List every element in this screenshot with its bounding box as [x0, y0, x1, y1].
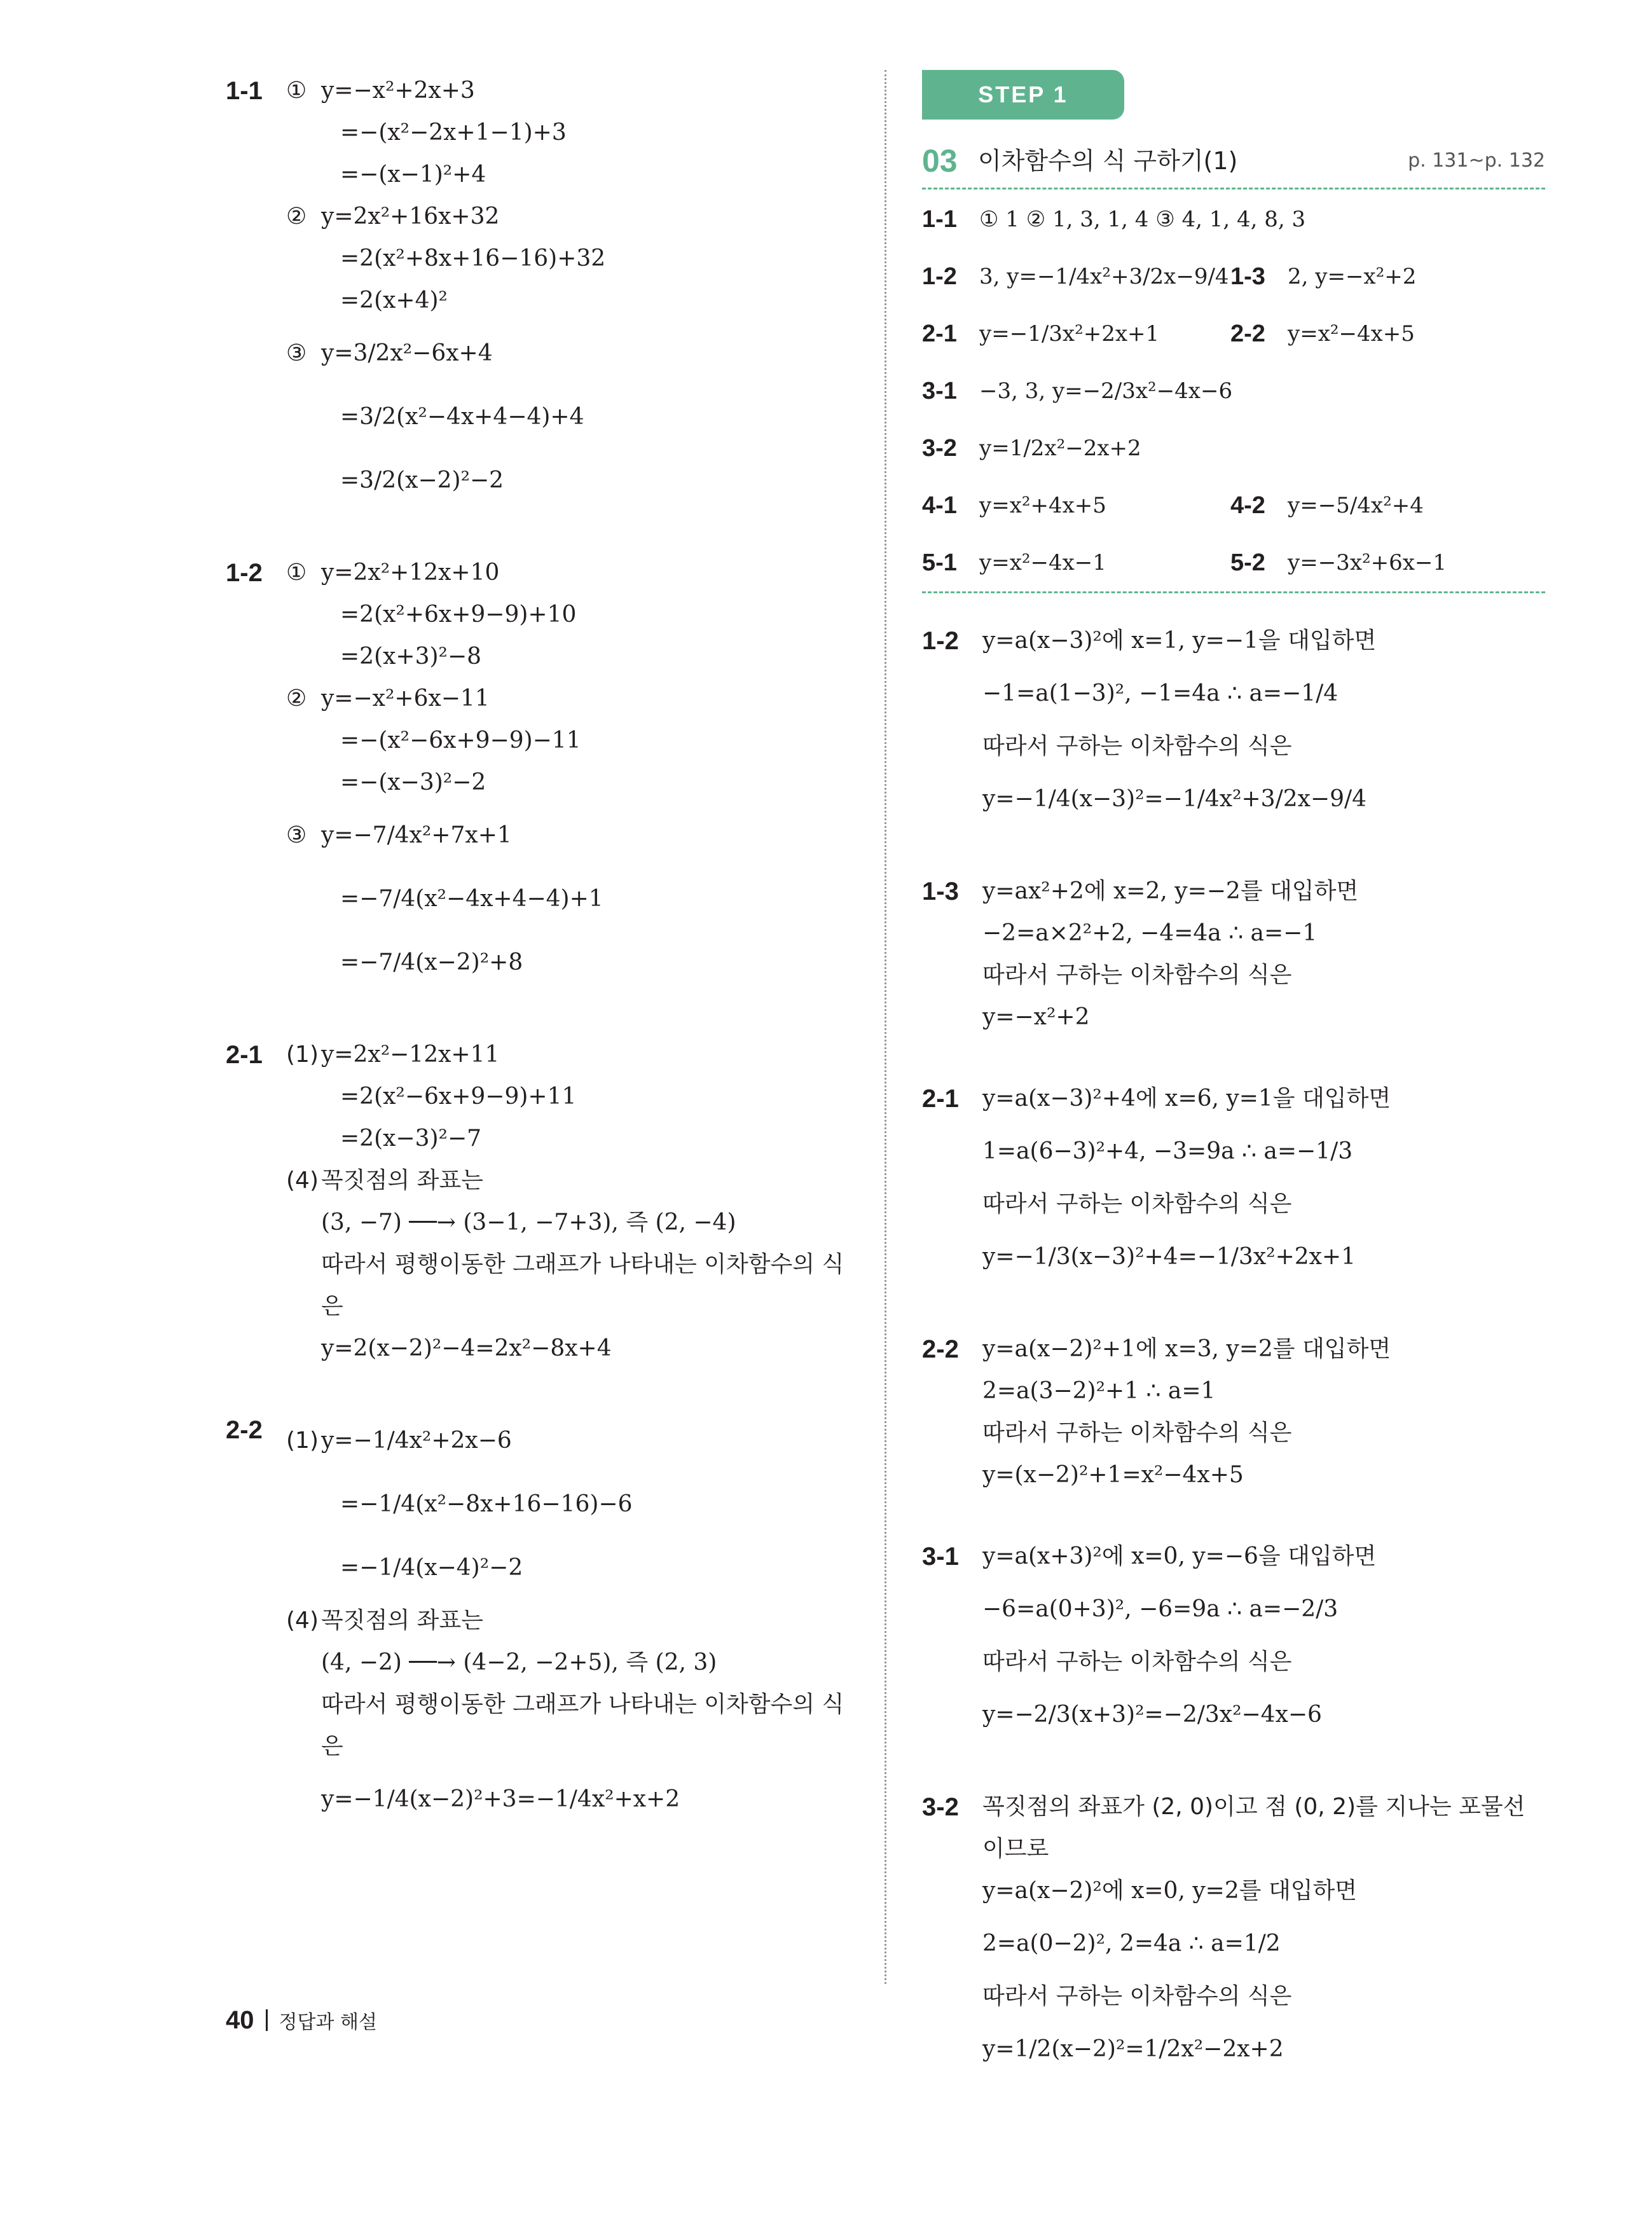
dashed-rule-top — [922, 188, 1545, 189]
answer-summary — [922, 191, 1545, 591]
solution-item — [922, 1078, 1545, 1289]
solution-line — [982, 1536, 1545, 1578]
step-badge: STEP 1 — [922, 70, 1124, 120]
line-text: =−7/4(x−2)²+8 — [340, 949, 523, 975]
solution-line — [286, 1034, 868, 1076]
line-text: 따라서 구하는 이차함수의 식은 — [982, 1983, 1292, 2009]
answer-label: 4-1 — [922, 492, 957, 519]
line-text: 꼭짓점의 좌표가 (2, 0)이고 점 (0, 2)를 지나는 포물선 — [982, 1794, 1525, 1820]
solution-line — [286, 594, 868, 636]
line-text: =−(x−1)²+4 — [340, 162, 486, 188]
line-text: =−(x²−6x+9−9)−11 — [340, 727, 581, 754]
line-text: y=2(x−2)²−4=2x²−8x+4 — [321, 1335, 612, 1361]
solution-item — [226, 1409, 868, 1831]
step-marker: ① — [286, 560, 307, 586]
line-text: 은 — [321, 1733, 343, 1759]
footer-title: 정답과 해설 — [279, 2011, 377, 2034]
line-text: y=2x²+12x+10 — [321, 560, 500, 586]
line-text: 따라서 평행이동한 그래프가 나타내는 이차함수의 식 — [321, 1251, 844, 1277]
step-marker: ② — [286, 203, 307, 230]
line-text: 2=a(0−2)², 2=4a ∴ a=1/2 — [982, 1931, 1281, 1957]
problem-number: 1-1 — [226, 77, 263, 105]
answer-row — [922, 248, 1545, 305]
answer-label: 5-1 — [922, 549, 957, 576]
solution-line — [286, 238, 868, 280]
step-marker: (1) — [286, 1428, 319, 1454]
solution-line — [982, 954, 1545, 996]
line-text: 따라서 평행이동한 그래프가 나타내는 이차함수의 식 — [321, 1691, 844, 1717]
solution-line — [982, 1183, 1545, 1225]
column-divider — [885, 70, 886, 1984]
answer-value: y=x²−4x+5 — [1288, 321, 1415, 347]
solution-item — [922, 1786, 1545, 2081]
step-marker: (4) — [286, 1607, 319, 1634]
line-text: −1=a(1−3)², −1=4a ∴ a=−1/4 — [982, 680, 1339, 706]
line-text: (4, −2) ──→ (4−2, −2+5), 즉 (2, 3) — [321, 1649, 717, 1676]
solution-line — [982, 1578, 1545, 1641]
solution-line — [286, 1328, 868, 1370]
line-text: 꼭짓점의 좌표는 — [321, 1167, 483, 1194]
step-marker: (4) — [286, 1167, 319, 1194]
left-column — [226, 70, 868, 1871]
solution-line — [286, 1600, 868, 1642]
section-pages: p. 131~p. 132 — [1408, 149, 1545, 172]
line-text: y=a(x−2)²에 x=0, y=2를 대입하면 — [982, 1878, 1358, 1904]
solution-line — [982, 871, 1545, 912]
line-text: y=−1/4x²+2x−6 — [321, 1428, 512, 1454]
line-text: y=a(x+3)²에 x=0, y=−6을 대입하면 — [982, 1543, 1377, 1569]
problem-number: 2-2 — [922, 1335, 959, 1363]
line-text: y=a(x−2)²+1에 x=3, y=2를 대입하면 — [982, 1336, 1391, 1362]
answer-value: y=−1/3x²+2x+1 — [979, 321, 1160, 347]
line-text: =2(x−3)²−7 — [340, 1125, 482, 1152]
line-text: y=−1/3(x−3)²+4=−1/3x²+2x+1 — [982, 1244, 1356, 1270]
solution-line — [286, 1768, 868, 1831]
solution-line — [286, 1160, 868, 1202]
solution-line — [286, 112, 868, 154]
solution-line — [286, 1244, 868, 1286]
solution-item — [226, 552, 868, 995]
answer-row — [922, 305, 1545, 362]
answer-row — [922, 191, 1545, 248]
line-text: y=−x²+6x−11 — [321, 685, 490, 712]
solution-line — [982, 1370, 1545, 1412]
solution-line — [982, 767, 1545, 831]
solution-line — [286, 636, 868, 678]
solution-item — [922, 620, 1545, 831]
answer-value: y=x²−4x−1 — [979, 550, 1106, 575]
solution-line — [982, 2018, 1545, 2081]
section-number: 03 — [922, 143, 958, 179]
line-text: =−7/4(x²−4x+4−4)+1 — [340, 886, 603, 912]
line-text: y=−x²+2 — [982, 1004, 1090, 1030]
line-text: =3/2(x²−4x+4−4)+4 — [340, 404, 584, 430]
line-text: =−(x²−2x+1−1)+3 — [340, 120, 567, 146]
line-text: y=−1/4(x−2)²+3=−1/4x²+x+2 — [321, 1786, 680, 1812]
solution-line — [286, 720, 868, 762]
solution-line — [286, 1642, 868, 1684]
line-text: 꼭짓점의 좌표는 — [321, 1607, 483, 1634]
section-header — [922, 139, 1545, 183]
step-marker: ② — [286, 685, 307, 712]
solution-line — [286, 1118, 868, 1160]
solution-line — [286, 1409, 868, 1473]
line-text: y=3/2x²−6x+4 — [321, 340, 493, 366]
answer-label: 4-2 — [1230, 492, 1265, 519]
answer-row — [922, 420, 1545, 477]
solution-line — [982, 662, 1545, 726]
line-text: y=ax²+2에 x=2, y=−2를 대입하면 — [982, 878, 1359, 904]
solution-line — [286, 1473, 868, 1536]
right-column — [922, 620, 1545, 2121]
solution-line — [286, 154, 868, 196]
solution-item — [226, 70, 868, 513]
solution-line — [982, 912, 1545, 954]
solution-line — [982, 1786, 1545, 1828]
solution-line — [286, 804, 868, 867]
answer-label: 1-3 — [1230, 263, 1265, 290]
solution-line — [286, 1684, 868, 1726]
answer-label: 3-2 — [922, 435, 957, 462]
line-text: y=2x²+16x+32 — [321, 203, 500, 230]
solution-line — [982, 1912, 1545, 1976]
solution-line — [982, 1454, 1545, 1496]
solution-line — [286, 552, 868, 594]
solution-line — [286, 1076, 868, 1118]
line-text: 1=a(6−3)²+4, −3=9a ∴ a=−1/3 — [982, 1138, 1353, 1164]
line-text: 이므로 — [982, 1836, 1049, 1862]
answer-label: 5-2 — [1230, 549, 1265, 576]
line-text: y=−7/4x²+7x+1 — [321, 822, 512, 848]
page-footer — [226, 2006, 377, 2035]
line-text: =2(x+3)²−8 — [340, 644, 482, 670]
line-text: 2=a(3−2)²+1 ∴ a=1 — [982, 1378, 1216, 1404]
solution-line — [982, 726, 1545, 767]
line-text: y=a(x−3)²+4에 x=6, y=1을 대입하면 — [982, 1085, 1391, 1112]
solution-line — [286, 322, 868, 385]
problem-number: 2-1 — [922, 1085, 959, 1113]
section-title: 이차함수의 식 구하기(1) — [978, 147, 1238, 175]
footer-separator — [266, 2009, 268, 2031]
solution-line — [982, 1225, 1545, 1289]
solution-line — [286, 931, 868, 995]
answer-value: y=1/2x²−2x+2 — [979, 436, 1141, 461]
solution-line — [982, 1641, 1545, 1683]
solution-line — [286, 280, 868, 322]
solution-line — [286, 385, 868, 449]
problem-number: 2-2 — [226, 1416, 263, 1444]
line-text: y=(x−2)²+1=x²−4x+5 — [982, 1462, 1244, 1488]
line-text: −2=a×2²+2, −4=4a ∴ a=−1 — [982, 920, 1318, 946]
solution-item — [226, 1034, 868, 1370]
line-text: 따라서 구하는 이차함수의 식은 — [982, 962, 1292, 988]
solution-item — [922, 871, 1545, 1038]
answer-value: y=−3x²+6x−1 — [1288, 550, 1447, 575]
step-marker: ③ — [286, 340, 307, 366]
line-text: y=1/2(x−2)²=1/2x²−2x+2 — [982, 2036, 1284, 2062]
answer-value: −3, 3, y=−2/3x²−4x−6 — [979, 378, 1233, 404]
answer-row — [922, 534, 1545, 591]
answer-label: 2-1 — [922, 320, 957, 347]
line-text: (3, −7) ──→ (3−1, −7+3), 즉 (2, −4) — [321, 1209, 736, 1235]
line-text: y=a(x−3)²에 x=1, y=−1을 대입하면 — [982, 628, 1377, 654]
problem-number: 3-2 — [922, 1793, 959, 1821]
solution-line — [982, 1870, 1545, 1912]
solution-line — [286, 70, 868, 112]
solution-line — [286, 1536, 868, 1600]
problem-number: 1-2 — [226, 559, 263, 587]
solution-line — [286, 1726, 868, 1768]
line-text: y=−1/4(x−3)²=−1/4x²+3/2x−9/4 — [982, 786, 1367, 812]
answer-value: 3, y=−1/4x²+3/2x−9/4 — [979, 264, 1229, 289]
step-marker: ① — [286, 78, 307, 104]
line-text: =2(x²+8x+16−16)+32 — [340, 245, 606, 272]
line-text: 따라서 구하는 이차함수의 식은 — [982, 1649, 1292, 1675]
solution-line — [982, 1683, 1545, 1747]
line-text: −6=a(0+3)², −6=9a ∴ a=−2/3 — [982, 1596, 1339, 1622]
line-text: 은 — [321, 1293, 343, 1319]
answer-label: 1-2 — [922, 263, 957, 290]
answer-value: y=−5/4x²+4 — [1288, 493, 1424, 518]
line-text: y=−2/3(x+3)²=−2/3x²−4x−6 — [982, 1702, 1322, 1728]
answer-label: 2-2 — [1230, 320, 1265, 347]
answer-value: ① 1 ② 1, 3, 1, 4 ③ 4, 1, 4, 8, 3 — [979, 207, 1306, 232]
line-text: y=−x²+2x+3 — [321, 78, 475, 104]
line-text: =−1/4(x−4)²−2 — [340, 1555, 523, 1581]
solution-line — [982, 1078, 1545, 1120]
solution-line — [982, 1828, 1545, 1870]
step-marker: (1) — [286, 1042, 319, 1068]
solution-line — [982, 996, 1545, 1038]
solution-line — [286, 762, 868, 804]
problem-number: 1-2 — [922, 627, 959, 655]
line-text: =−(x−3)²−2 — [340, 769, 486, 795]
solution-line — [982, 1976, 1545, 2018]
solution-line — [286, 1286, 868, 1328]
line-text: =2(x²+6x+9−9)+10 — [340, 602, 577, 628]
solution-item — [922, 1328, 1545, 1496]
line-text: =2(x+4)² — [340, 287, 448, 313]
answer-label: 1-1 — [922, 206, 957, 233]
answer-value: 2, y=−x²+2 — [1288, 264, 1417, 289]
solution-line — [286, 449, 868, 513]
line-text: =3/2(x−2)²−2 — [340, 467, 504, 493]
line-text: =−1/4(x²−8x+16−16)−6 — [340, 1491, 633, 1517]
answer-label: 3-1 — [922, 378, 957, 404]
solution-line — [286, 196, 868, 238]
solution-line — [286, 1202, 868, 1244]
solution-line — [982, 1120, 1545, 1183]
step-marker: ③ — [286, 822, 307, 848]
solution-line — [982, 1328, 1545, 1370]
line-text: =2(x²−6x+9−9)+11 — [340, 1084, 577, 1110]
problem-number: 2-1 — [226, 1041, 263, 1069]
page-number: 40 — [226, 2006, 254, 2034]
solution-item — [922, 1536, 1545, 1747]
answer-row — [922, 477, 1545, 534]
line-text: 따라서 구하는 이차함수의 식은 — [982, 733, 1292, 759]
answer-row — [922, 362, 1545, 420]
line-text: 따라서 구하는 이차함수의 식은 — [982, 1420, 1292, 1446]
solution-line — [982, 1412, 1545, 1454]
line-text: 따라서 구하는 이차함수의 식은 — [982, 1191, 1292, 1217]
solution-line — [982, 620, 1545, 662]
solution-line — [286, 678, 868, 720]
solution-line — [286, 867, 868, 931]
problem-number: 1-3 — [922, 878, 959, 905]
problem-number: 3-1 — [922, 1543, 959, 1571]
line-text: y=2x²−12x+11 — [321, 1042, 500, 1068]
answer-value: y=x²+4x+5 — [979, 493, 1106, 518]
dashed-rule-bottom — [922, 591, 1545, 593]
